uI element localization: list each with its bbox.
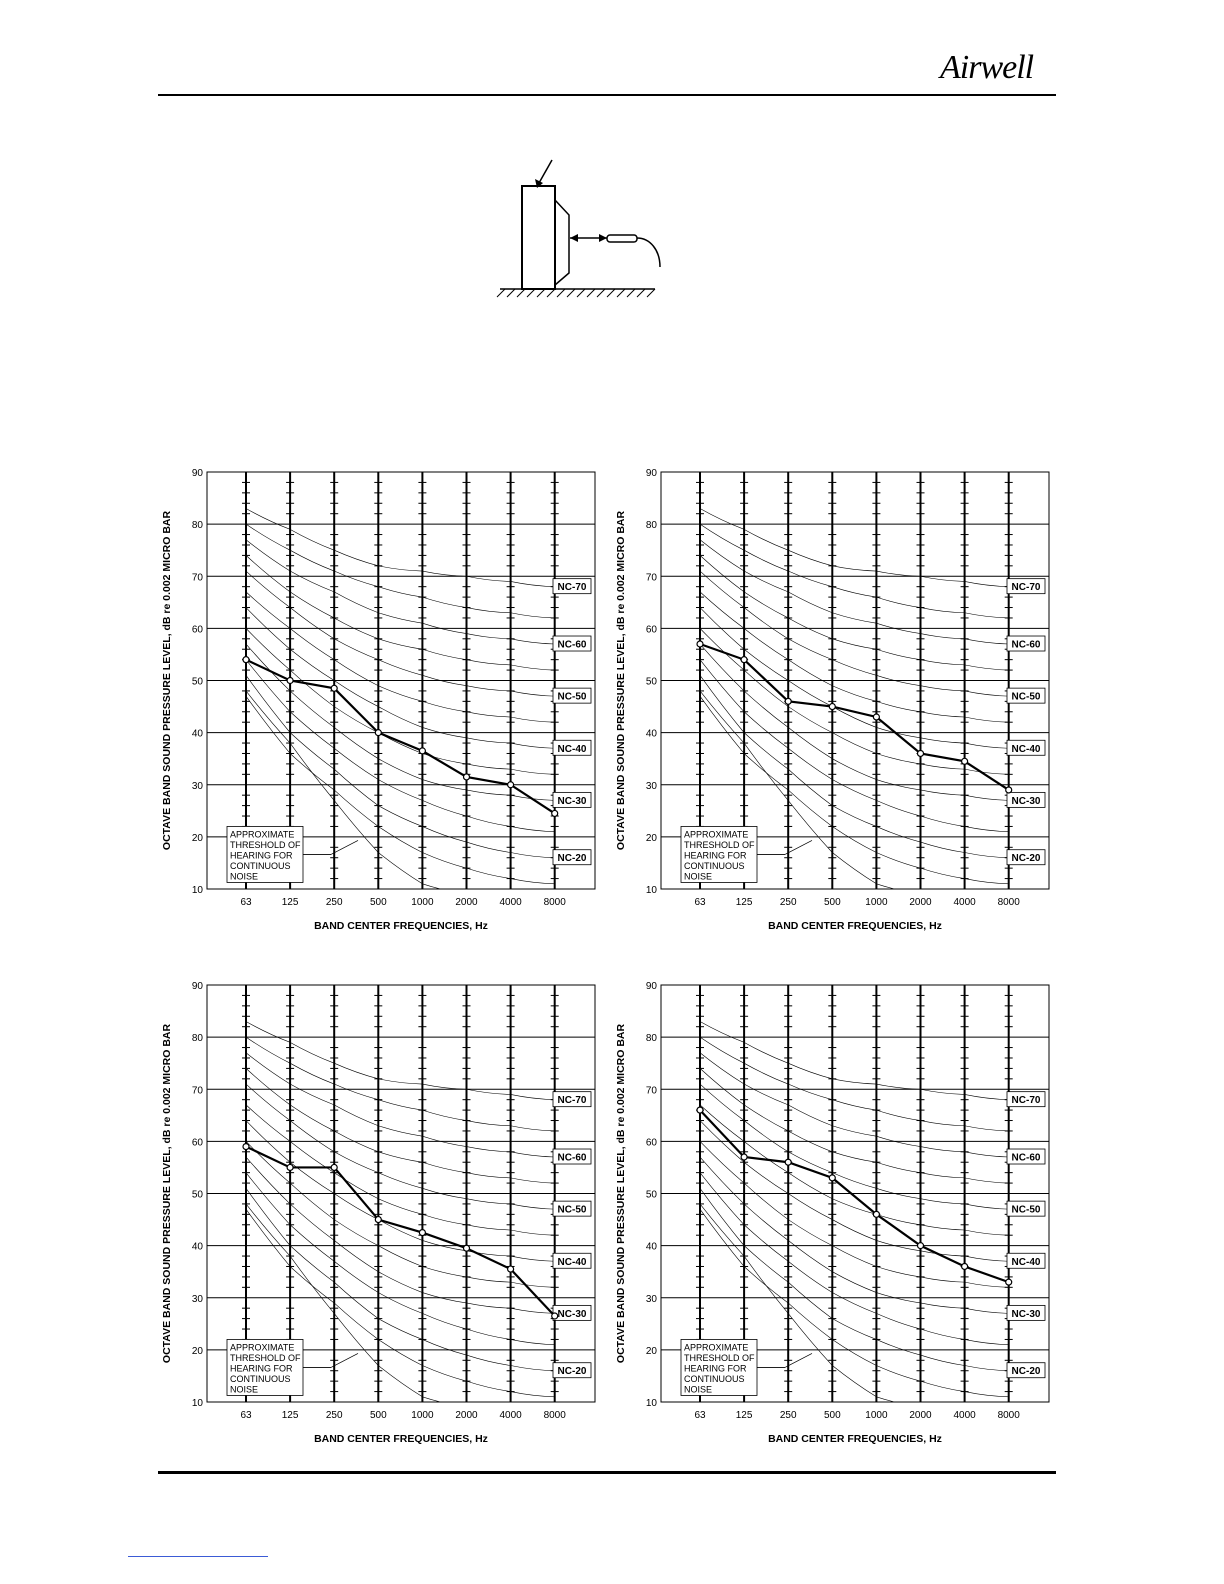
x-tick-label: 63: [240, 1410, 252, 1421]
threshold-note-line: CONTINUOUS: [230, 860, 291, 871]
threshold-note-line: CONTINUOUS: [230, 1373, 291, 1384]
nc-label: NC-70: [1011, 1095, 1041, 1107]
x-tick-label: 4000: [953, 1410, 976, 1421]
threshold-note-line: APPROXIMATE: [230, 1342, 295, 1353]
data-point-63: [697, 641, 703, 647]
nc-curve-45: [700, 1105, 1009, 1235]
threshold-note-line: NOISE: [684, 871, 713, 882]
data-point-4000: [508, 1266, 514, 1272]
nc-label: NC-50: [557, 691, 587, 703]
data-point-63: [697, 1107, 703, 1113]
threshold-note-line: THRESHOLD OF: [230, 839, 301, 850]
x-tick-label: 1000: [411, 897, 434, 908]
data-point-500: [829, 704, 835, 710]
y-tick-label: 10: [645, 885, 657, 896]
y-tick-label: 80: [191, 520, 203, 532]
x-tick-label: 250: [779, 1410, 797, 1421]
data-point-2000: [464, 1245, 470, 1251]
y-axis-title: OCTAVE BAND SOUND PRESSURE LEVEL, dB re 0.002 MICRO BAR: [161, 510, 173, 851]
threshold-note-line: APPROXIMATE: [684, 1342, 749, 1353]
nc-curve-50: [246, 1084, 555, 1209]
threshold-note-line: THRESHOLD OF: [684, 839, 755, 850]
y-tick-label: 10: [191, 1398, 203, 1409]
data-point-8000: [1006, 787, 1012, 793]
data-point-4000: [962, 758, 968, 764]
y-tick-label: 20: [645, 1345, 657, 1357]
y-tick-label: 80: [191, 1033, 203, 1045]
nc-curve-70: [246, 1021, 555, 1099]
x-tick-label: 63: [694, 897, 706, 908]
data-point-125: [287, 1164, 293, 1170]
data-point-2000: [918, 750, 924, 756]
threshold-note-line: THRESHOLD OF: [684, 1352, 755, 1363]
data-point-4000: [962, 1263, 968, 1269]
nc-label: NC-70: [1011, 582, 1041, 594]
x-tick-label: 8000: [543, 897, 566, 908]
data-point-63: [243, 1144, 249, 1150]
x-tick-label: 500: [369, 897, 387, 908]
y-tick-label: 20: [191, 1345, 203, 1357]
distance-arrow-left: [570, 234, 578, 242]
nc-curve-50: [700, 571, 1009, 696]
threshold-note-line: CONTINUOUS: [684, 1373, 745, 1384]
y-tick-label: 50: [191, 1189, 203, 1201]
x-tick-label: 2000: [455, 897, 478, 908]
x-axis-title: BAND CENTER FREQUENCIES, Hz: [314, 1433, 488, 1445]
footer-rule: [158, 1471, 1056, 1474]
nc-label: NC-20: [1011, 1366, 1041, 1378]
threshold-note-line: THRESHOLD OF: [230, 1352, 301, 1363]
nc-label: NC-20: [557, 853, 587, 865]
y-tick-label: 90: [191, 981, 203, 992]
x-tick-label: 250: [779, 897, 797, 908]
x-tick-label: 250: [325, 897, 343, 908]
nc-curve-65: [246, 1037, 555, 1131]
nc-curve-70: [700, 1021, 1009, 1099]
microphone: [607, 235, 637, 242]
y-tick-label: 10: [645, 1398, 657, 1409]
y-tick-label: 40: [191, 1241, 203, 1253]
nc-label: NC-60: [1011, 1152, 1041, 1164]
nc-curve-70: [700, 508, 1009, 586]
nc-curve-70: [246, 508, 555, 586]
data-point-250: [785, 1159, 791, 1165]
nc-label: NC-70: [557, 1095, 587, 1107]
nc-label: NC-30: [557, 1308, 587, 1320]
threshold-note-line: APPROXIMATE: [684, 829, 749, 840]
data-point-1000: [419, 748, 425, 754]
data-point-500: [375, 730, 381, 736]
x-tick-label: 2000: [909, 1410, 932, 1421]
x-tick-label: 4000: [499, 897, 522, 908]
y-axis-title: OCTAVE BAND SOUND PRESSURE LEVEL, dB re 0.002 MICRO BAR: [615, 1023, 627, 1364]
nc-curve-45: [246, 592, 555, 722]
footer-link-underline: [128, 1556, 268, 1557]
y-tick-label: 20: [191, 832, 203, 844]
x-tick-label: 4000: [499, 1410, 522, 1421]
y-tick-label: 70: [645, 1085, 657, 1097]
x-tick-label: 125: [735, 1410, 753, 1421]
y-tick-label: 90: [645, 468, 657, 479]
distance-arrow-right: [599, 234, 607, 242]
x-axis-title: BAND CENTER FREQUENCIES, Hz: [768, 920, 942, 932]
x-tick-label: 8000: [997, 897, 1020, 908]
data-point-1000: [873, 714, 879, 720]
x-tick-label: 1000: [411, 1410, 434, 1421]
y-tick-label: 40: [645, 728, 657, 740]
y-axis-title: OCTAVE BAND SOUND PRESSURE LEVEL, dB re 0.002 MICRO BAR: [615, 510, 627, 851]
nc-chart-3: [155, 975, 615, 1465]
nc-curve-65: [246, 524, 555, 618]
x-tick-label: 63: [240, 897, 252, 908]
y-tick-label: 40: [645, 1241, 657, 1253]
data-point-4000: [508, 782, 514, 788]
indoor-unit-grille: [555, 200, 569, 285]
threshold-note-line: HEARING FOR: [684, 850, 747, 861]
y-tick-label: 90: [645, 981, 657, 992]
y-tick-label: 20: [645, 832, 657, 844]
nc-label: NC-40: [1011, 743, 1041, 755]
nc-label: NC-50: [1011, 691, 1041, 703]
threshold-note-line: HEARING FOR: [230, 1363, 293, 1374]
y-tick-label: 70: [645, 572, 657, 584]
nc-curve-65: [700, 524, 1009, 618]
y-tick-label: 80: [645, 520, 657, 532]
x-axis-title: BAND CENTER FREQUENCIES, Hz: [314, 920, 488, 932]
x-tick-label: 500: [369, 1410, 387, 1421]
threshold-note-line: HEARING FOR: [230, 850, 293, 861]
data-point-500: [829, 1175, 835, 1181]
data-point-250: [785, 698, 791, 704]
nc-label: NC-60: [1011, 639, 1041, 651]
threshold-note-line: NOISE: [230, 871, 259, 882]
nc-curve-65: [700, 1037, 1009, 1131]
nc-label: NC-20: [1011, 853, 1041, 865]
y-tick-label: 70: [191, 572, 203, 584]
y-axis-title: OCTAVE BAND SOUND PRESSURE LEVEL, dB re 0.002 MICRO BAR: [161, 1023, 173, 1364]
data-point-125: [741, 1154, 747, 1160]
nc-label: NC-70: [557, 582, 587, 594]
threshold-note-line: NOISE: [230, 1384, 259, 1395]
indoor-unit-body: [522, 186, 555, 289]
nc-curve-50: [246, 571, 555, 696]
nc-label: NC-30: [1011, 1308, 1041, 1320]
nc-chart-2: [609, 462, 1069, 952]
nc-label: NC-60: [557, 1152, 587, 1164]
floor-hatching: [497, 289, 655, 297]
x-tick-label: 500: [823, 897, 841, 908]
x-tick-label: 4000: [953, 897, 976, 908]
nc-curve-50: [700, 1084, 1009, 1209]
threshold-note-line: HEARING FOR: [684, 1363, 747, 1374]
x-tick-label: 1000: [865, 1410, 888, 1421]
threshold-note-line: CONTINUOUS: [684, 860, 745, 871]
nc-chart-4: [609, 975, 1069, 1465]
data-point-1000: [873, 1211, 879, 1217]
nc-label: NC-30: [1011, 795, 1041, 807]
data-point-500: [375, 1217, 381, 1223]
nc-label: NC-40: [557, 1256, 587, 1268]
y-tick-label: 40: [191, 728, 203, 740]
y-tick-label: 60: [645, 624, 657, 636]
y-tick-label: 60: [645, 1137, 657, 1149]
y-tick-label: 60: [191, 1137, 203, 1149]
nc-chart-1: [155, 462, 615, 952]
nc-label: NC-20: [557, 1366, 587, 1378]
airwell-logo: Airwell: [940, 49, 1034, 86]
y-tick-label: 30: [191, 780, 203, 792]
x-tick-label: 8000: [997, 1410, 1020, 1421]
nc-label: NC-50: [1011, 1204, 1041, 1216]
y-tick-label: 50: [645, 676, 657, 688]
data-point-8000: [1006, 1279, 1012, 1285]
x-tick-label: 2000: [909, 897, 932, 908]
threshold-note-line: NOISE: [684, 1384, 713, 1395]
x-tick-label: 125: [281, 1410, 299, 1421]
microphone-cable: [637, 238, 660, 267]
data-point-125: [287, 678, 293, 684]
nc-label: NC-40: [557, 743, 587, 755]
x-tick-label: 2000: [455, 1410, 478, 1421]
threshold-note-line: APPROXIMATE: [230, 829, 295, 840]
y-tick-label: 30: [191, 1293, 203, 1305]
y-tick-label: 60: [191, 624, 203, 636]
data-point-2000: [918, 1243, 924, 1249]
y-tick-label: 80: [645, 1033, 657, 1045]
x-tick-label: 125: [735, 897, 753, 908]
x-tick-label: 63: [694, 1410, 706, 1421]
data-point-250: [331, 685, 337, 691]
data-point-63: [243, 657, 249, 663]
data-point-2000: [464, 774, 470, 780]
pointer-arrow-line: [539, 160, 552, 183]
x-tick-label: 8000: [543, 1410, 566, 1421]
header-rule: [158, 94, 1056, 96]
data-point-250: [331, 1164, 337, 1170]
nc-label: NC-60: [557, 639, 587, 651]
y-tick-label: 50: [191, 676, 203, 688]
data-point-8000: [552, 810, 558, 816]
data-point-8000: [552, 1313, 558, 1319]
y-tick-label: 90: [191, 468, 203, 479]
y-tick-label: 10: [191, 885, 203, 896]
y-tick-label: 50: [645, 1189, 657, 1201]
y-tick-label: 30: [645, 780, 657, 792]
data-point-1000: [419, 1230, 425, 1236]
y-tick-label: 30: [645, 1293, 657, 1305]
x-axis-title: BAND CENTER FREQUENCIES, Hz: [768, 1433, 942, 1445]
y-tick-label: 70: [191, 1085, 203, 1097]
x-tick-label: 250: [325, 1410, 343, 1421]
data-point-125: [741, 657, 747, 663]
x-tick-label: 1000: [865, 897, 888, 908]
x-tick-label: 125: [281, 897, 299, 908]
measurement-setup-diagram: [495, 155, 670, 305]
x-tick-label: 500: [823, 1410, 841, 1421]
nc-label: NC-30: [557, 795, 587, 807]
nc-label: NC-50: [557, 1204, 587, 1216]
nc-label: NC-40: [1011, 1256, 1041, 1268]
